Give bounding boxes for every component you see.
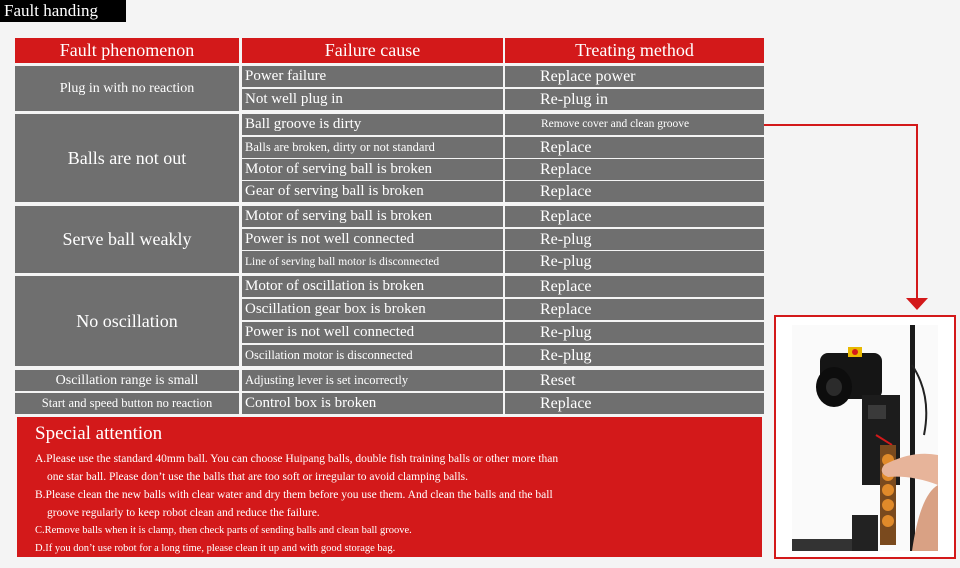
method-cell: Re-plug	[505, 345, 764, 366]
attention-line-b1: B.Please clean the new balls with clear water and dry them before you use them. And clean the balls and the ball	[35, 489, 553, 501]
phenomenon-no-oscillation: No oscillation	[15, 276, 239, 366]
ball-groove-photo-frame	[774, 315, 956, 559]
cause-cell: Power is not well connected	[242, 229, 503, 250]
method-cell: Re-plug	[505, 251, 764, 273]
attention-line-b2: groove regularly to keep robot clean and reduce the failure.	[47, 507, 320, 519]
robot-ball-groove-photo	[792, 325, 938, 551]
header-cause: Failure cause	[242, 38, 503, 63]
phenomenon-serve-weakly: Serve ball weakly	[15, 206, 239, 273]
callout-arrow-icon	[906, 298, 928, 310]
cause-cell: Not well plug in	[242, 89, 503, 110]
method-cell: Replace	[505, 137, 764, 158]
phenomenon-plug-in: Plug in with no reaction	[15, 66, 239, 111]
method-cell: Re-plug	[505, 229, 764, 250]
method-cell: Remove cover and clean groove	[505, 114, 764, 135]
header-phenomenon: Fault phenomenon	[15, 38, 239, 63]
method-cell: Reset	[505, 370, 764, 391]
header-method: Treating method	[505, 38, 764, 63]
phenomenon-start-speed-button: Start and speed button no reaction	[15, 393, 239, 414]
cause-cell: Power failure	[242, 66, 503, 87]
method-cell: Re-plug in	[505, 89, 764, 110]
method-cell: Replace	[505, 159, 764, 180]
attention-line-c: C.Remove balls when it is clamp, then check parts of sending balls and clean ball groove.	[35, 525, 412, 536]
cause-cell: Motor of oscillation is broken	[242, 276, 503, 297]
attention-line-d: D.If you don’t use robot for a long time, please clean it up and with good storage bag.	[35, 543, 396, 554]
method-cell: Re-plug	[505, 322, 764, 343]
phenomenon-oscillation-small: Oscillation range is small	[15, 370, 239, 391]
cause-cell: Motor of serving ball is broken	[242, 159, 503, 180]
cause-cell: Oscillation gear box is broken	[242, 299, 503, 320]
special-attention-title: Special attention	[35, 423, 163, 444]
attention-line-a1: A.Please use the standard 40mm ball. You can choose Huipang balls, double fish training balls or other more than	[35, 453, 559, 465]
cause-cell: Ball groove is dirty	[242, 114, 503, 135]
cause-cell: Line of serving ball motor is disconnected	[242, 251, 503, 273]
cause-cell: Power is not well connected	[242, 322, 503, 343]
cause-cell: Oscillation motor is disconnected	[242, 345, 503, 366]
section-title: Fault handing	[0, 0, 126, 22]
cause-cell: Adjusting lever is set incorrectly	[242, 370, 503, 391]
attention-line-a2: one star ball. Please don’t use the balls that are too soft or irregular to avoid clamping balls.	[47, 471, 469, 483]
cause-cell: Balls are broken, dirty or not standard	[242, 137, 503, 158]
method-cell: Replace	[505, 393, 764, 414]
method-cell: Replace	[505, 276, 764, 297]
phenomenon-balls-not-out: Balls are not out	[15, 114, 239, 202]
method-cell: Replace power	[505, 66, 764, 87]
cause-cell: Motor of serving ball is broken	[242, 206, 503, 227]
method-cell: Replace	[505, 206, 764, 227]
cause-cell: Control box is broken	[242, 393, 503, 414]
cause-cell: Gear of serving ball is broken	[242, 181, 503, 202]
special-attention-box	[17, 417, 762, 557]
method-cell: Replace	[505, 181, 764, 202]
callout-connector-line	[764, 124, 918, 298]
method-cell: Replace	[505, 299, 764, 320]
